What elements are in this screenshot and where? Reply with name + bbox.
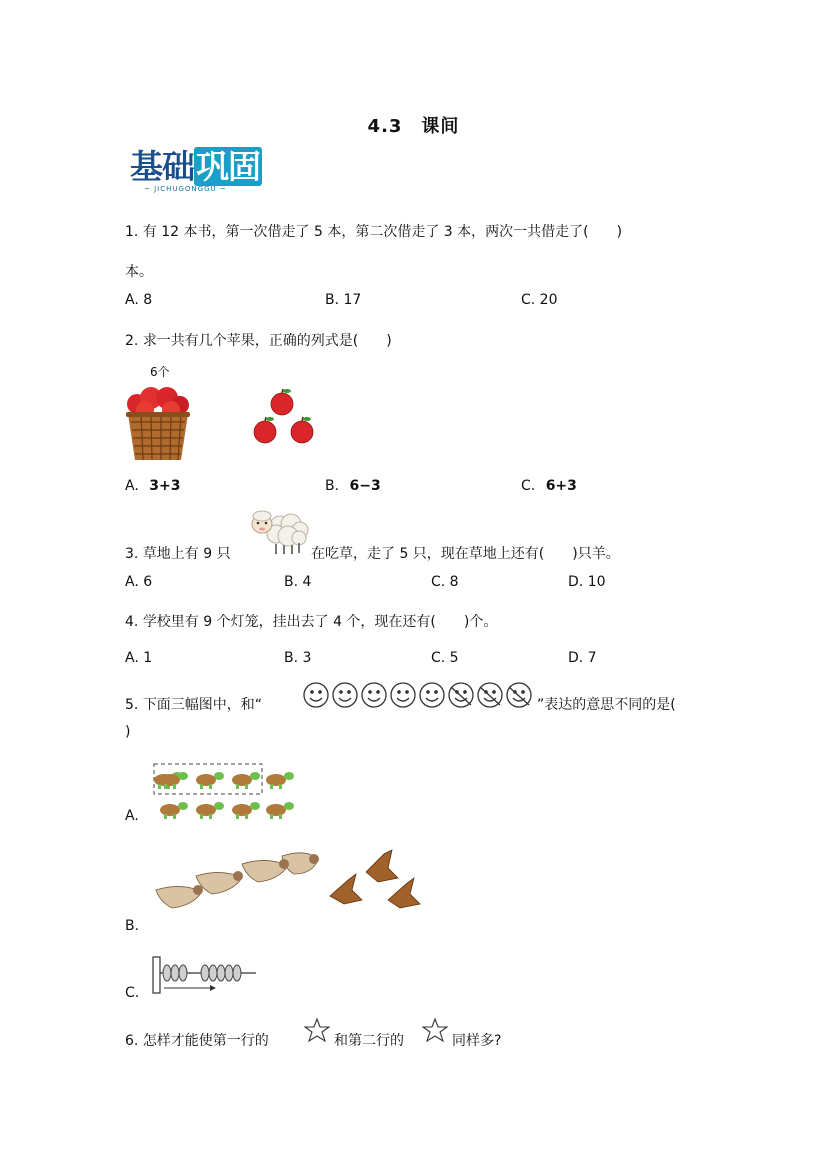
question-6-middle: 和第二行的 [334, 1033, 404, 1049]
sheep-image [246, 502, 310, 556]
star-icon [422, 1018, 448, 1042]
star-icon [304, 1018, 330, 1042]
question-1 [125, 221, 622, 241]
option-b[interactable]: B. 3 [284, 650, 312, 666]
question-5-start [125, 694, 262, 714]
beads-image [152, 955, 258, 995]
option-c[interactable]: C. 20 [521, 292, 558, 308]
question-1-line2: 本。 [125, 264, 153, 280]
smiley-faces-image [302, 680, 534, 710]
logo-main-part2: 巩固 [196, 147, 260, 186]
question-text: 有 12 本书，第一次借走了 5 本，第二次借走了 3 本，两次一共借走了( ) [142, 224, 623, 240]
question-5-line2: ) [125, 724, 131, 740]
logo-subtitle: ~ JICHUGONGGU ~ [144, 185, 227, 193]
option-a[interactable]: A. 1 [125, 650, 153, 666]
question-5-end: ”表达的意思不同的是( [537, 697, 676, 713]
option-b[interactable]: B. [125, 918, 140, 934]
basket-label: 6个 [150, 365, 170, 379]
question-number: 6. [125, 1033, 139, 1049]
option-d[interactable]: D. 10 [568, 574, 606, 590]
option-d[interactable]: D. 7 [568, 650, 597, 666]
question-4 [125, 611, 497, 631]
option-c[interactable]: C. [125, 985, 140, 1001]
birds-image [152, 846, 432, 930]
question-6-end: 同样多? [452, 1033, 502, 1049]
option-a[interactable]: A. [125, 808, 139, 824]
question-number: 3. [125, 546, 139, 562]
option-b[interactable]: B. 17 [325, 292, 362, 308]
question-text: 怎样才能使第一行的 [142, 1033, 269, 1049]
question-number: 5. [125, 697, 139, 713]
question-text: 求一共有几个苹果，正确的列式是( ) [142, 333, 392, 349]
question-text: 草地上有 9 只 [142, 546, 231, 562]
apple-basket-image [123, 374, 193, 462]
option-a[interactable]: A. 6 [125, 574, 153, 590]
question-3-end: 在吃草，走了 5 只，现在草地上还有( )只羊。 [311, 546, 620, 562]
turtles-image [152, 762, 300, 822]
three-apples-image [250, 388, 320, 448]
section-logo [130, 148, 278, 196]
question-number: 2. [125, 333, 139, 349]
option-c[interactable]: C. 8 [431, 574, 459, 590]
option-a[interactable]: A. 3+3 [125, 478, 181, 494]
option-c[interactable]: C. 5 [431, 650, 459, 666]
question-6-start [125, 1030, 269, 1050]
option-a[interactable]: A. 8 [125, 292, 153, 308]
page-title: 4.3 课间 [367, 116, 460, 137]
question-number: 4. [125, 614, 139, 630]
question-2 [125, 330, 392, 350]
question-text: 下面三幅图中，和“ [142, 697, 263, 713]
question-3-start [125, 543, 231, 563]
option-b[interactable]: B. 4 [284, 574, 312, 590]
option-b[interactable]: B. 6−3 [325, 478, 381, 494]
question-text: 学校里有 9 个灯笼，挂出去了 4 个，现在还有( )个。 [142, 614, 498, 630]
question-number: 1. [125, 224, 139, 240]
option-c[interactable]: C. 6+3 [521, 478, 577, 494]
logo-main-part1: 基础 [130, 147, 194, 186]
